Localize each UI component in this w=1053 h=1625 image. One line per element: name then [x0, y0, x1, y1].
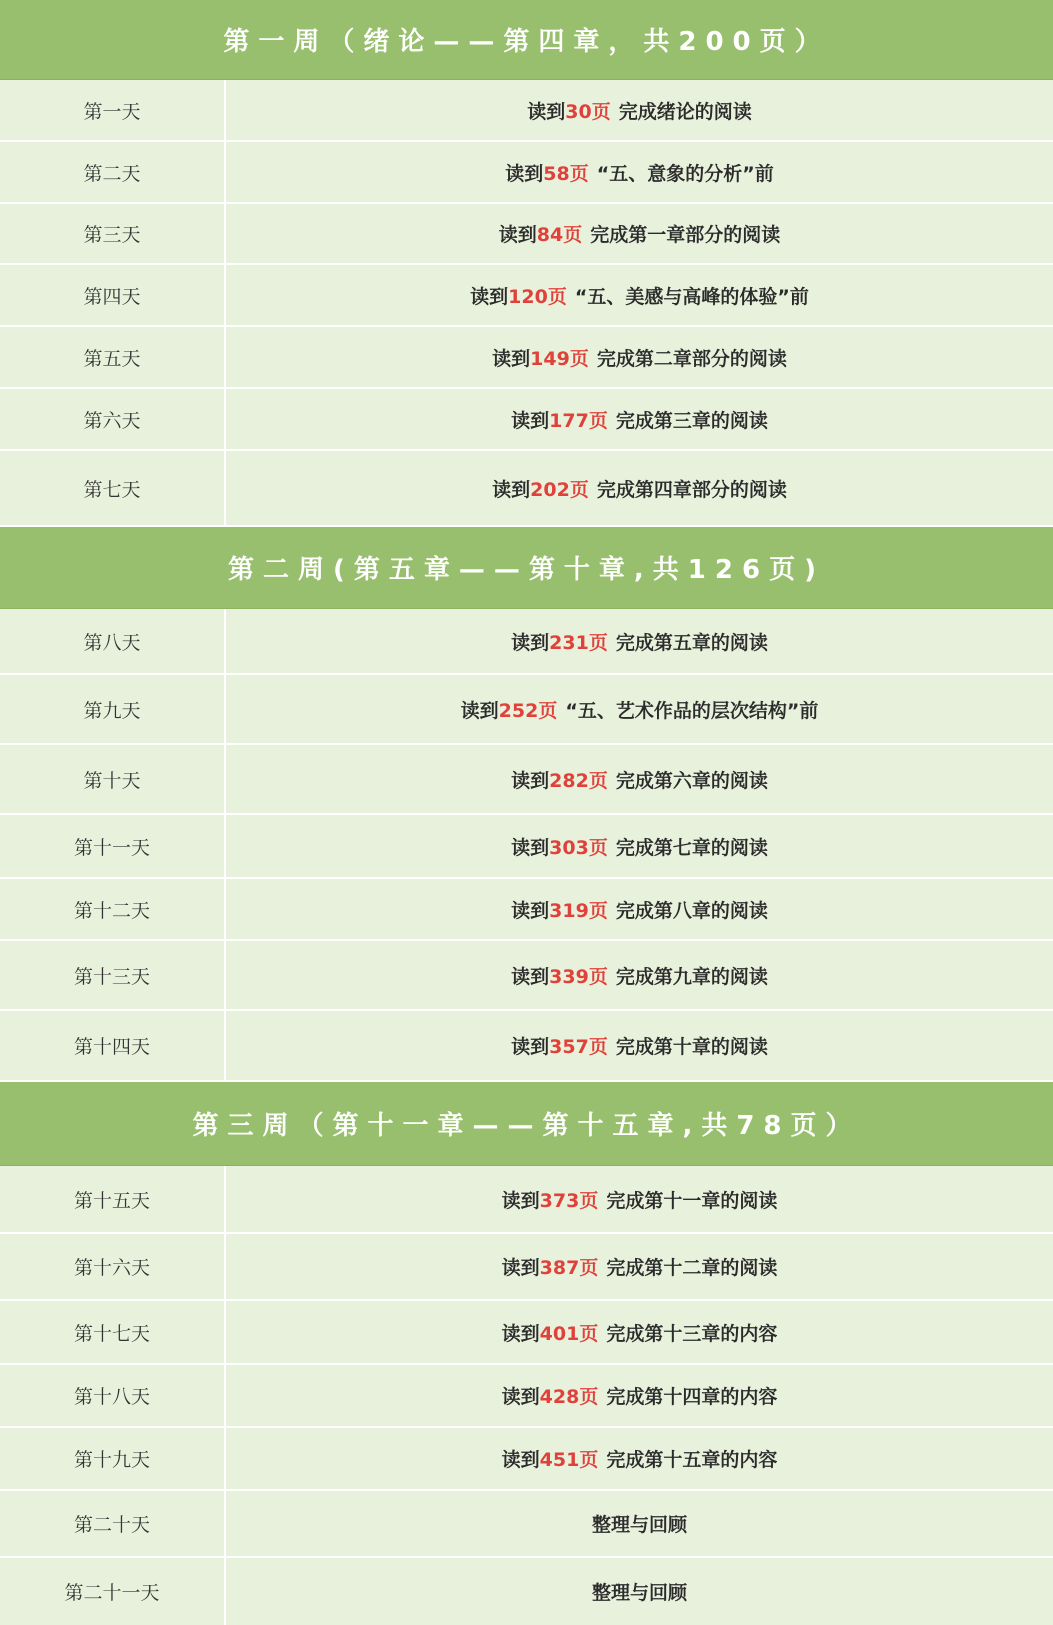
task-cell [226, 1234, 1053, 1299]
task-cell [226, 879, 1053, 939]
day-label: 第十一天 [0, 815, 226, 877]
task-text: 完成第四章部分的阅读 [596, 478, 787, 501]
table-row [0, 327, 1053, 389]
page-number: 373页 [539, 1189, 599, 1212]
page-number: 177页 [549, 409, 608, 432]
table-row [0, 815, 1053, 879]
task-text: “五、意象的分析”前 [596, 162, 774, 185]
table-row [0, 451, 1053, 527]
day-label: 第二十一天 [0, 1558, 226, 1625]
task-cell [226, 451, 1053, 525]
day-label: 第一天 [0, 80, 226, 140]
task-text: 完成第六章的阅读 [615, 769, 768, 792]
page-number: 401页 [539, 1322, 599, 1345]
table-row [0, 1166, 1053, 1234]
task-prefix: 读到 [501, 1386, 540, 1408]
table-row [0, 142, 1053, 204]
task-text: 完成第三章的阅读 [615, 409, 768, 432]
table-row [0, 204, 1053, 265]
task-cell [226, 675, 1053, 743]
task-prefix: 读到 [501, 1322, 540, 1345]
day-label: 第二十天 [0, 1491, 226, 1556]
task-cell [226, 941, 1053, 1009]
day-label: 第十四天 [0, 1011, 226, 1080]
task-cell [226, 1491, 1053, 1556]
task-text: 整理与回顾 [591, 1514, 687, 1536]
page-number: 120页 [508, 285, 567, 308]
table-row [0, 389, 1053, 451]
task-cell [226, 1301, 1053, 1363]
page-number: 30页 [565, 100, 611, 123]
day-label: 第十三天 [0, 941, 226, 1009]
task-cell [226, 204, 1053, 263]
day-label: 第七天 [0, 451, 226, 525]
task-cell [226, 745, 1053, 813]
task-text: 完成第十一章的阅读 [606, 1189, 778, 1212]
task-text: 完成第七章的阅读 [615, 836, 768, 859]
task-cell [226, 815, 1053, 877]
task-prefix: 读到 [470, 285, 509, 308]
table-row [0, 675, 1053, 745]
task-prefix: 读到 [511, 409, 550, 432]
task-cell [226, 1011, 1053, 1080]
task-prefix: 读到 [527, 100, 566, 123]
table-row [0, 1558, 1053, 1625]
week-3-header: 第三周（第十一章——第十五章,共78页） [0, 1082, 1053, 1166]
page-number: 319页 [549, 899, 608, 922]
day-label: 第九天 [0, 675, 226, 743]
table-row [0, 1365, 1053, 1428]
day-label: 第五天 [0, 327, 226, 387]
page-number: 252页 [498, 699, 558, 722]
page-number: 303页 [549, 836, 608, 859]
task-cell [226, 389, 1053, 449]
task-cell [226, 1428, 1053, 1489]
table-row [0, 745, 1053, 815]
task-text: 完成第九章的阅读 [615, 965, 768, 988]
week-2-header: 第二周(第五章——第十章,共126页) [0, 527, 1053, 609]
day-label: 第二天 [0, 142, 226, 202]
day-label: 第十二天 [0, 879, 226, 939]
table-row [0, 1301, 1053, 1365]
task-text: “五、美感与高峰的体验”前 [574, 285, 809, 308]
table-row [0, 1234, 1053, 1301]
task-text: 完成第十二章的阅读 [606, 1257, 778, 1279]
day-label: 第十八天 [0, 1365, 226, 1426]
day-label: 第四天 [0, 265, 226, 325]
table-row [0, 879, 1053, 941]
task-cell [226, 1365, 1053, 1426]
task-prefix: 读到 [511, 899, 550, 922]
task-text: 完成第二章部分的阅读 [596, 347, 787, 370]
page-number: 149页 [530, 347, 589, 370]
day-label: 第三天 [0, 204, 226, 263]
task-cell [226, 1166, 1053, 1232]
task-text: 完成第八章的阅读 [615, 899, 768, 922]
day-label: 第十天 [0, 745, 226, 813]
task-prefix: 读到 [498, 224, 537, 246]
task-prefix: 读到 [511, 836, 550, 859]
task-prefix: 读到 [511, 769, 550, 792]
task-prefix: 读到 [501, 1449, 540, 1471]
page-number: 202页 [530, 478, 589, 501]
task-prefix: 读到 [501, 1257, 540, 1279]
task-cell [226, 80, 1053, 140]
task-text: 完成第十四章的内容 [606, 1386, 778, 1408]
task-prefix: 读到 [492, 478, 531, 501]
table-row [0, 80, 1053, 142]
page-number: 84页 [536, 224, 583, 246]
task-prefix: 读到 [460, 699, 499, 722]
page-number: 451页 [539, 1449, 599, 1471]
task-text: 完成第十章的阅读 [615, 1036, 768, 1058]
task-cell [226, 142, 1053, 202]
day-label: 第十五天 [0, 1166, 226, 1232]
task-prefix: 读到 [492, 347, 531, 370]
day-label: 第六天 [0, 389, 226, 449]
task-prefix: 读到 [505, 162, 544, 185]
task-text: 完成第十三章的内容 [606, 1322, 778, 1345]
page-number: 282页 [549, 769, 608, 792]
table-row [0, 1491, 1053, 1558]
page-number: 428页 [539, 1386, 599, 1408]
task-text: 完成第十五章的内容 [606, 1449, 778, 1471]
table-row [0, 941, 1053, 1011]
table-row [0, 1428, 1053, 1491]
task-cell [226, 265, 1053, 325]
page-number: 231页 [549, 631, 608, 654]
day-label: 第十九天 [0, 1428, 226, 1489]
table-row [0, 1011, 1053, 1082]
task-text: “五、艺术作品的层次结构”前 [565, 699, 819, 722]
task-prefix: 读到 [511, 631, 550, 654]
task-prefix: 读到 [511, 965, 550, 988]
task-text: 完成绪论的阅读 [618, 100, 752, 123]
page-number: 58页 [543, 162, 589, 185]
task-text: 完成第一章部分的阅读 [590, 224, 781, 246]
day-label: 第八天 [0, 609, 226, 673]
day-label: 第十六天 [0, 1234, 226, 1299]
table-row [0, 265, 1053, 327]
page-number: 387页 [539, 1257, 599, 1279]
task-text: 完成第五章的阅读 [615, 631, 768, 654]
task-cell [226, 1558, 1053, 1625]
page-number: 357页 [549, 1036, 608, 1058]
task-cell [226, 609, 1053, 673]
task-cell [226, 327, 1053, 387]
task-prefix: 读到 [511, 1036, 550, 1058]
week-1-header: 第一周（绪论——第四章，共200页） [0, 0, 1053, 80]
page-number: 339页 [549, 965, 608, 988]
table-row [0, 609, 1053, 675]
task-text: 整理与回顾 [591, 1582, 687, 1604]
day-label: 第十七天 [0, 1301, 226, 1363]
task-prefix: 读到 [501, 1189, 540, 1212]
